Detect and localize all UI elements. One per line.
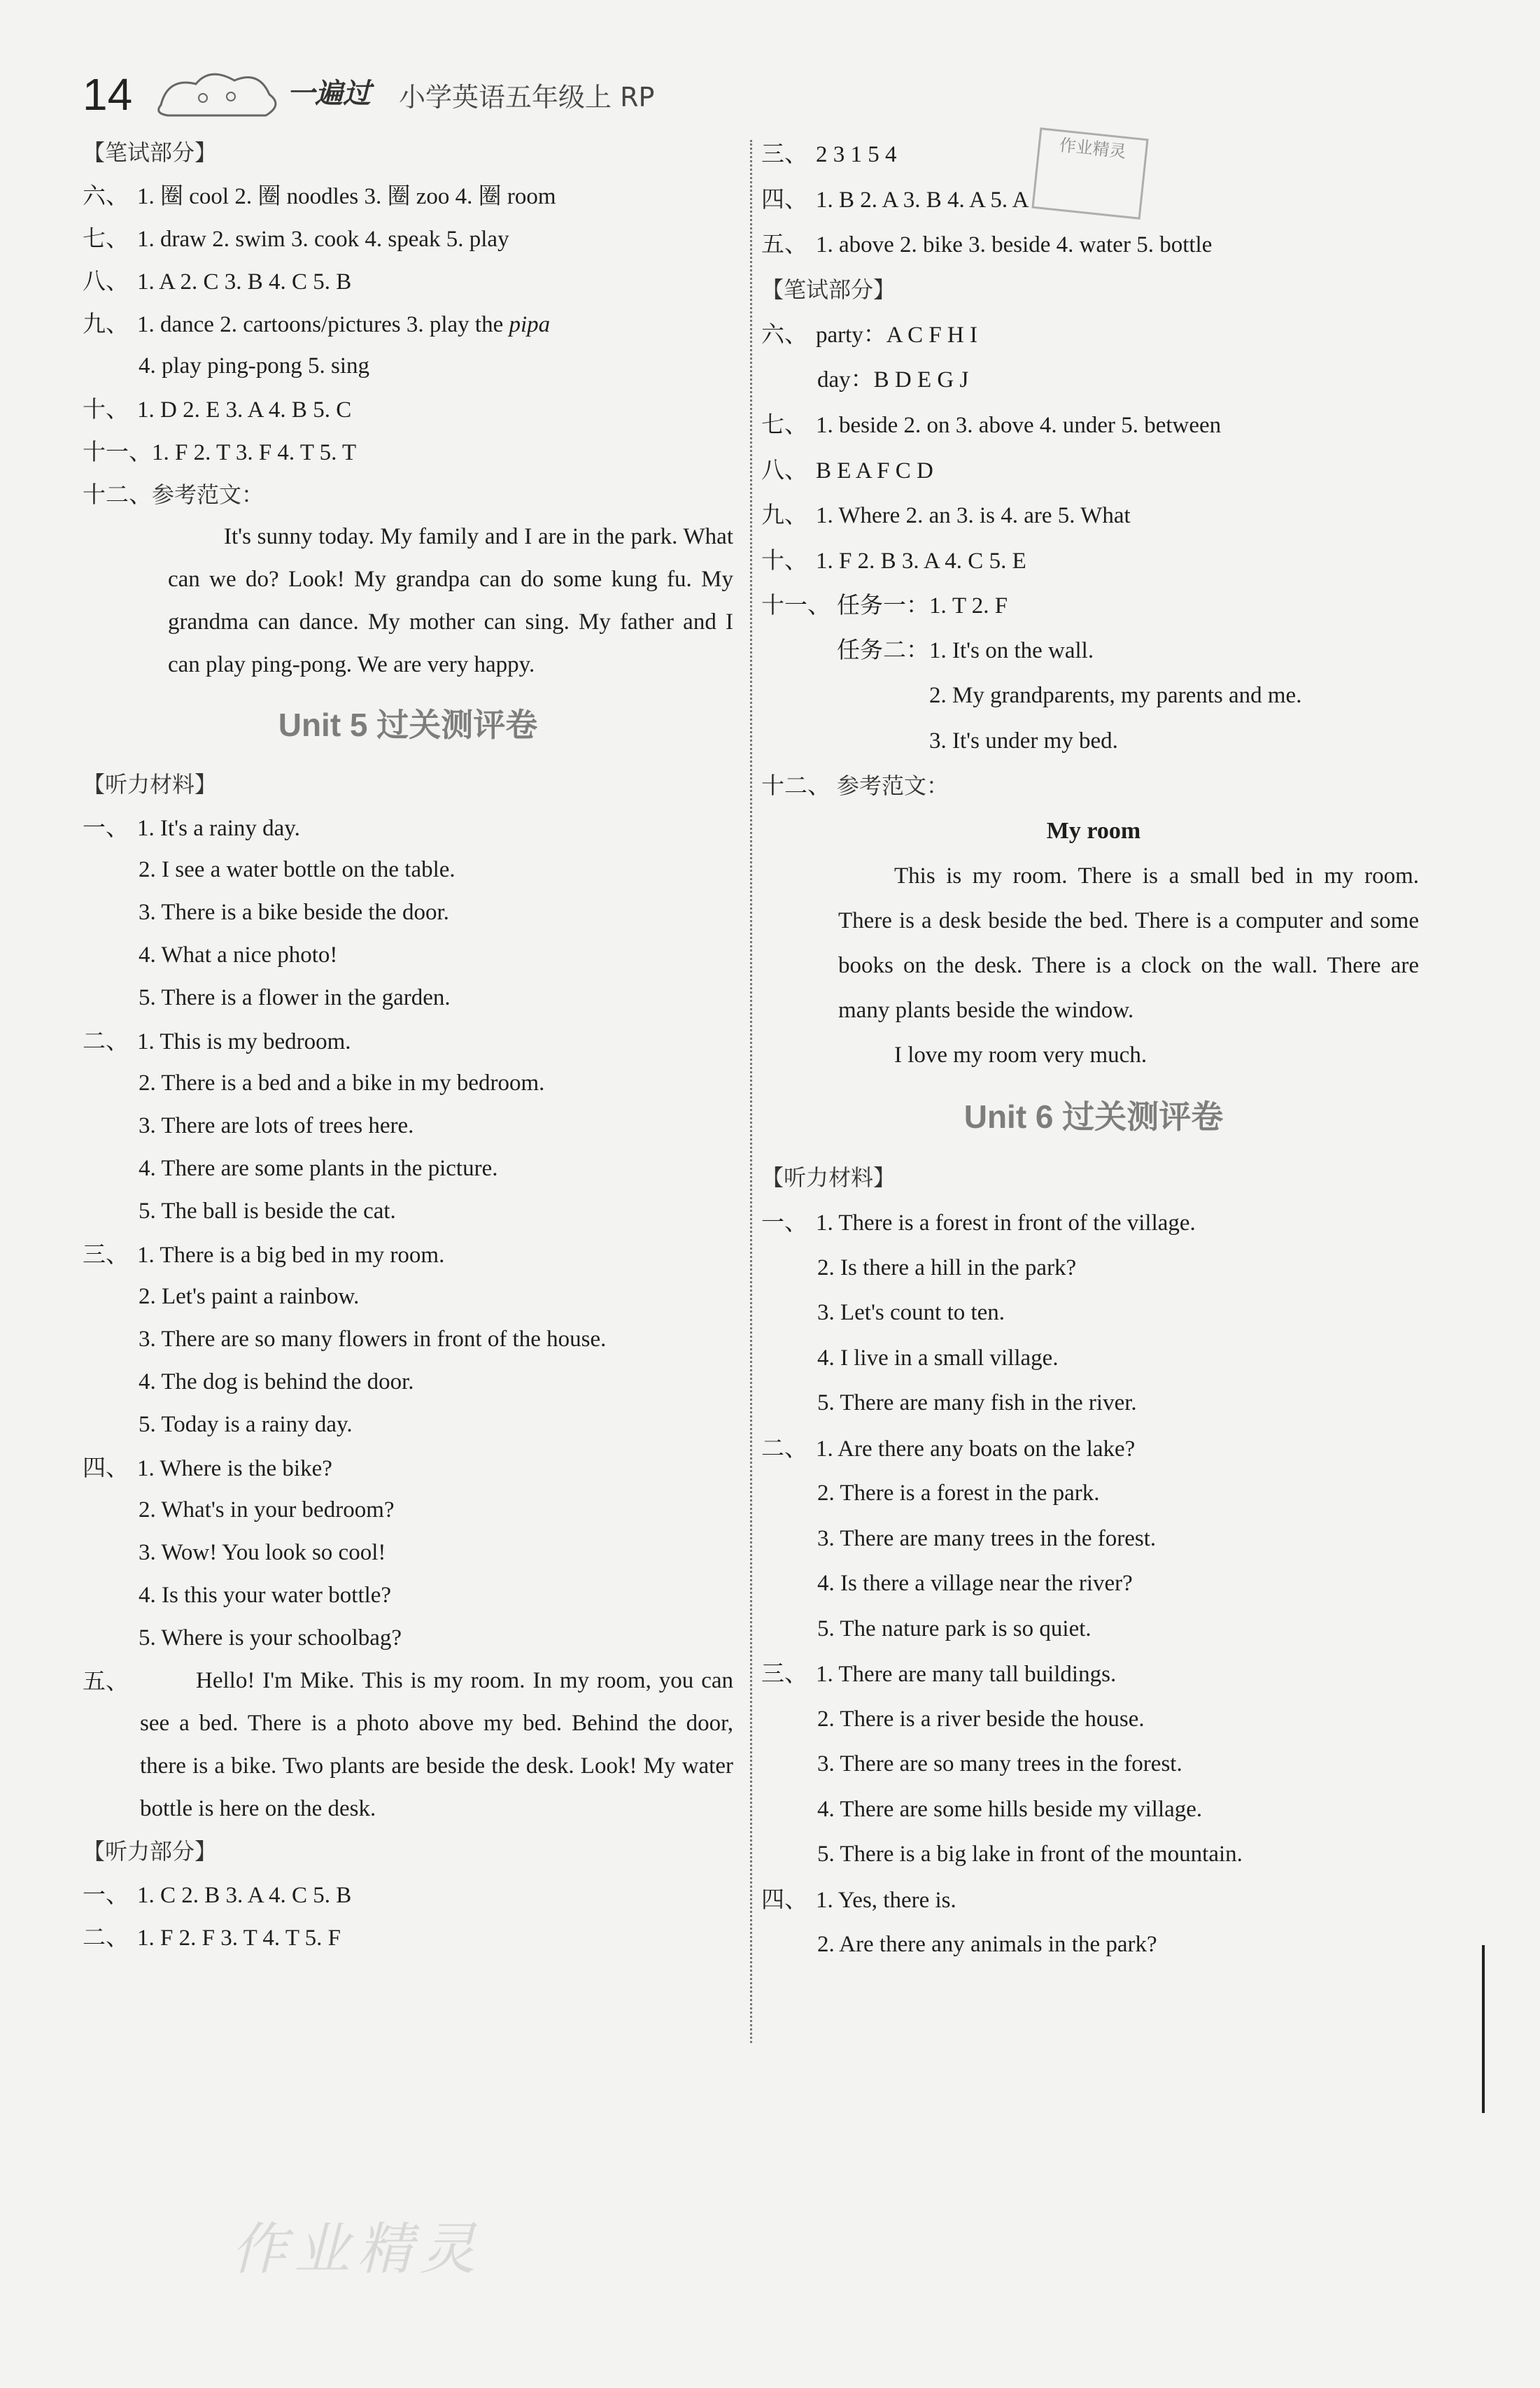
question-group [761,1651,1426,1877]
section-heading: 【笔试部分】 [83,139,218,166]
brand-logo: 一遍过 [287,78,371,110]
passage [83,1660,733,1830]
list-item: 5. The ball is beside the cat. [139,1199,396,1224]
list-item: 三、 1. There are many tall buildings. [761,1660,1117,1687]
essay-closing: I love my room very much. [894,1043,1147,1068]
question-group [83,1019,733,1233]
answer-line: 七、 1. beside 2. on 3. above 4. under 5. between [761,411,1222,438]
question-group [761,1877,1426,1967]
list-item: 5. There is a big lake in front of the mountain. [817,1842,1243,1867]
list-item: 4. I live in a small village. [817,1345,1059,1371]
question-group [761,1200,1426,1426]
answer-line: 一、 1. C 2. B 3. A 4. C 5. B [83,1881,352,1908]
list-item: 3. Let's count to ten. [817,1300,1005,1325]
right-column [761,132,1426,1967]
list-item: 5. Today is a rainy day. [139,1412,353,1437]
page-header [77,56,777,140]
list-item: 5. There are many fish in the river. [817,1390,1137,1415]
list-item: 2. I see a water bottle on the table. [139,857,455,882]
book-subtitle: 小学英语五年级上 RP [399,82,655,113]
list-item: 2. What's in your bedroom? [139,1497,395,1522]
list-item: 5. There is a flower in the garden. [139,985,451,1010]
list-item: 二、 1. This is my bedroom. [83,1027,351,1054]
answer-line: 六、 1. 圈 cool 2. 圈 noodles 3. 圈 zoo 4. 圈 room [83,182,556,209]
listening-passage: Hello! I'm Mike. This is my room. In my room, you can see a bed. There is a photo above my bed. Behind the door, there is a bike. Two plants are beside the desk. Look! My water bottle is here on the desk. [140,1668,733,1821]
list-item: 2. Is there a hill in the park? [817,1255,1077,1280]
section-heading: 【听力材料】 [83,771,218,798]
answer-line: 二、 1. F 2. F 3. T 4. T 5. F [83,1923,341,1951]
answer-line: 4. play ping-pong 5. sing [139,353,369,379]
list-item: 2. Are there any animals in the park? [817,1932,1157,1957]
list-item: 3. Wow! You look so cool! [139,1540,386,1565]
question-number: 五、 [83,1667,129,1695]
list-item: 4. The dog is behind the door. [139,1369,414,1394]
essay-title: My room [1046,817,1141,844]
list-item: 4. Is there a village near the river? [817,1571,1133,1596]
sample-essay: It's sunny today. My family and I are in the park. What can we do? Look! My grandpa can do some kung fu. My grandma can dance. My mother can sing. My father and I can play ping-pong. We are very happy. [168,524,733,677]
stamp-mark: 作业精灵 [1031,127,1148,220]
question-group [761,1426,1426,1652]
list-item: 2. There is a forest in the park. [817,1481,1100,1506]
answer-line: 十二、 参考范文： [761,772,949,799]
answer-line: 六、 party：A C F H I [761,320,977,348]
list-item: 3. There is a bike beside the door. [139,900,449,925]
list-item: 3. There are many trees in the forest. [817,1525,1157,1551]
list-item: 4. There are some plants in the picture. [139,1156,498,1181]
answer-line: 四、 1. B 2. A 3. B 4. A 5. A [761,185,1029,213]
cloud-decoration-icon [154,63,287,126]
answer-line: 九、 1. Where 2. an 3. is 4. are 5. What [761,501,1131,528]
list-item: 三、 1. There is a big bed in my room. [83,1241,445,1268]
list-item: 4. What a nice photo! [139,942,338,968]
column-divider [750,140,752,2043]
list-item: 4. There are some hills beside my village. [817,1796,1203,1822]
answer-line: 八、 B E A F C D [761,455,933,483]
list-item: 3. There are so many flowers in front of the house. [139,1327,607,1352]
answer-line: day：B D E G J [817,367,969,393]
list-item: 一、 1. There is a forest in front of the village. [761,1208,1196,1236]
answer-line: 九、 1. dance 2. cartoons/pictures 3. play the pipa [83,310,551,337]
answer-line: 十二、参考范文： [83,481,264,508]
answer-line: 三、 2 3 1 5 4 [761,140,897,167]
answer-line: 十、 1. D 2. E 3. A 4. B 5. C [83,395,352,423]
watermark: 作业精灵 [231,2217,483,2282]
list-item: 4. Is this your water bottle? [139,1583,392,1608]
list-item: 一、 1. It's a rainy day. [83,814,300,841]
list-item: 3. There are lots of trees here. [139,1113,414,1138]
answer-line: 十一、 任务一：1. T 2. F [761,591,1008,619]
section-heading: 【笔试部分】 [761,276,896,303]
answer-line: 五、 1. above 2. bike 3. beside 4. water 5. bottle [761,230,1213,257]
answer-line: 2. My grandparents, my parents and me. [929,683,1302,708]
answer-line: 十、 1. F 2. B 3. A 4. C 5. E [761,546,1026,574]
unit6-title: Unit 6 过关测评卷 [963,1098,1224,1135]
page-number: 14 [83,69,133,120]
list-item: 四、 1. Where is the bike? [83,1454,332,1481]
section-heading: 【听力材料】 [761,1164,896,1191]
answer-line: 八、 1. A 2. C 3. B 4. C 5. B [83,267,352,295]
sample-essay: This is my room. There is a small bed in my room. There is a desk beside the bed. There is a computer and some books on the desk. There is a clock on the wall. There are many plants beside the window. [838,863,1419,1023]
list-item: 四、 1. Yes, there is. [761,1885,956,1913]
list-item: 二、 1. Are there any boats on the lake? [761,1434,1136,1462]
unit5-title: Unit 5 过关测评卷 [278,707,538,743]
list-item: 2. There is a river beside the house. [817,1706,1145,1732]
question-group [83,1233,733,1446]
left-column [83,132,733,1958]
answer-line: 十一、1. F 2. T 3. F 4. T 5. T [83,438,357,465]
list-item: 3. There are so many trees in the forest. [817,1751,1182,1776]
answer-line: 任务二：1. It's on the wall. [837,637,1094,663]
list-item: 2. There is a bed and a bike in my bedroom. [139,1071,545,1096]
section-heading: 【听力部分】 [83,1838,218,1865]
answer-line: 七、 1. draw 2. swim 3. cook 4. speak 5. play [83,225,509,252]
question-group [83,1446,733,1660]
page-edge-mark [1482,1945,1485,2113]
list-item: 5. The nature park is so quiet. [817,1616,1092,1641]
question-group [83,806,733,1019]
list-item: 5. Where is your schoolbag? [139,1625,402,1651]
answer-line: 3. It's under my bed. [929,728,1118,754]
list-item: 2. Let's paint a rainbow. [139,1284,360,1309]
